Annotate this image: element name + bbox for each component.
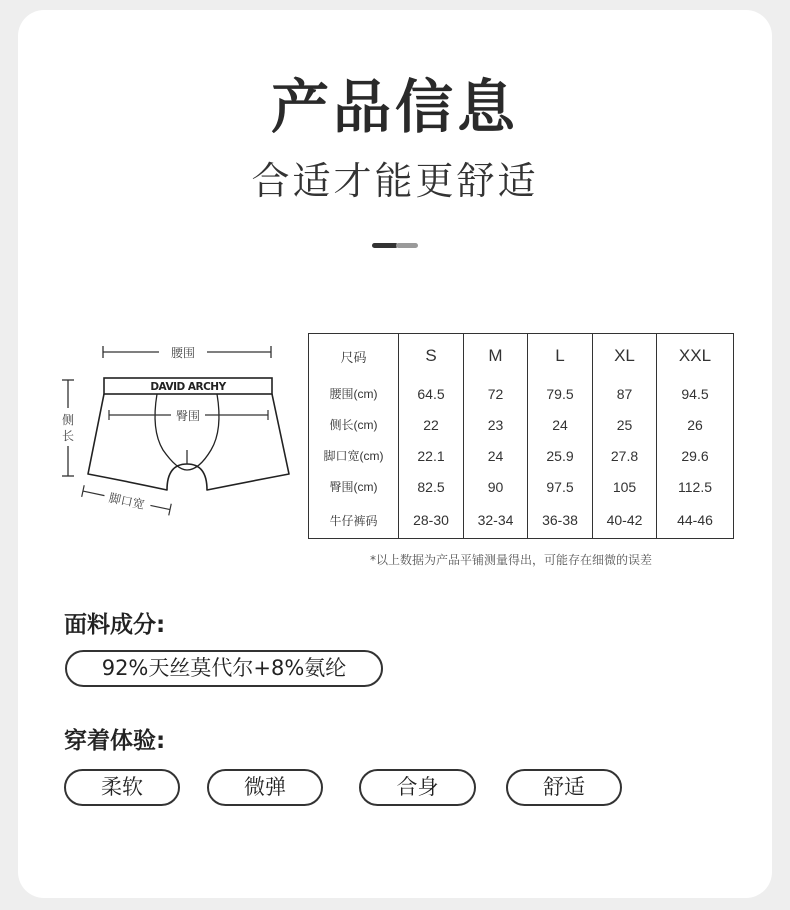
size-header-xxl: XXL <box>657 334 734 379</box>
table-cell: 105 <box>593 471 657 502</box>
size-header-l: L <box>528 334 593 379</box>
table-cell: 72 <box>464 378 528 409</box>
table-cell: 97.5 <box>528 471 593 502</box>
row-label: 牛仔裤码 <box>309 502 399 539</box>
leg-measure-line <box>81 484 171 517</box>
page-subtitle: 合适才能更舒适 <box>251 159 539 203</box>
tag-soft: 柔软 <box>64 769 180 806</box>
experience-heading: 穿着体验: <box>64 728 166 754</box>
table-cell: 29.6 <box>657 440 734 471</box>
table-row <box>309 440 734 471</box>
side-label-1: 侧 <box>61 413 75 427</box>
table-cell: 26 <box>657 409 734 440</box>
tag-comfort: 舒适 <box>506 769 622 806</box>
table-cell: 90 <box>464 471 528 502</box>
waist-label: 腰围 <box>170 346 196 360</box>
size-table <box>308 333 734 539</box>
size-header-m: M <box>464 334 528 379</box>
table-cell: 27.8 <box>593 440 657 471</box>
row-label: 臀围(cm) <box>309 471 399 502</box>
table-cell: 36-38 <box>528 502 593 539</box>
hip-label: 臀围 <box>175 409 201 423</box>
table-cell: 24 <box>528 409 593 440</box>
row-label: 侧长(cm) <box>309 409 399 440</box>
row-label: 脚口宽(cm) <box>309 440 399 471</box>
table-cell: 25.9 <box>528 440 593 471</box>
table-row <box>309 378 734 409</box>
table-cell: 40-42 <box>593 502 657 539</box>
table-cell: 79.5 <box>528 378 593 409</box>
tag-fit: 合身 <box>359 769 476 806</box>
divider-light <box>396 243 418 248</box>
fabric-composition-pill: 92%天丝莫代尔+8%氨纶 <box>65 650 383 687</box>
side-label-2: 长 <box>61 429 75 443</box>
table-row <box>309 502 734 539</box>
table-cell: 28-30 <box>399 502 464 539</box>
table-cell: 23 <box>464 409 528 440</box>
brand-logo: DAVID ARCHY <box>150 381 226 393</box>
table-cell: 44-46 <box>657 502 734 539</box>
size-header-s: S <box>399 334 464 379</box>
table-row <box>309 409 734 440</box>
table-row <box>309 471 734 502</box>
table-cell: 22 <box>399 409 464 440</box>
fabric-heading: 面料成分: <box>64 612 166 638</box>
row-label: 腰围(cm) <box>309 378 399 409</box>
size-header-xl: XL <box>593 334 657 379</box>
table-cell: 87 <box>593 378 657 409</box>
leg-label: 脚口宽 <box>107 490 146 512</box>
table-cell: 94.5 <box>657 378 734 409</box>
measurement-note: *以上数据为产品平铺测量得出，可能存在细微的误差 <box>370 553 653 567</box>
page-title: 产品信息 <box>270 73 519 141</box>
table-cell: 64.5 <box>399 378 464 409</box>
table-cell: 24 <box>464 440 528 471</box>
table-cell: 32-34 <box>464 502 528 539</box>
size-table-header <box>309 334 734 379</box>
briefs-diagram <box>55 340 300 530</box>
table-cell: 82.5 <box>399 471 464 502</box>
divider-dark <box>372 243 398 248</box>
size-header-label: 尺码 <box>309 334 399 379</box>
table-cell: 25 <box>593 409 657 440</box>
tag-stretch: 微弹 <box>207 769 323 806</box>
table-cell: 112.5 <box>657 471 734 502</box>
table-cell: 22.1 <box>399 440 464 471</box>
side-measure-line <box>60 380 76 476</box>
